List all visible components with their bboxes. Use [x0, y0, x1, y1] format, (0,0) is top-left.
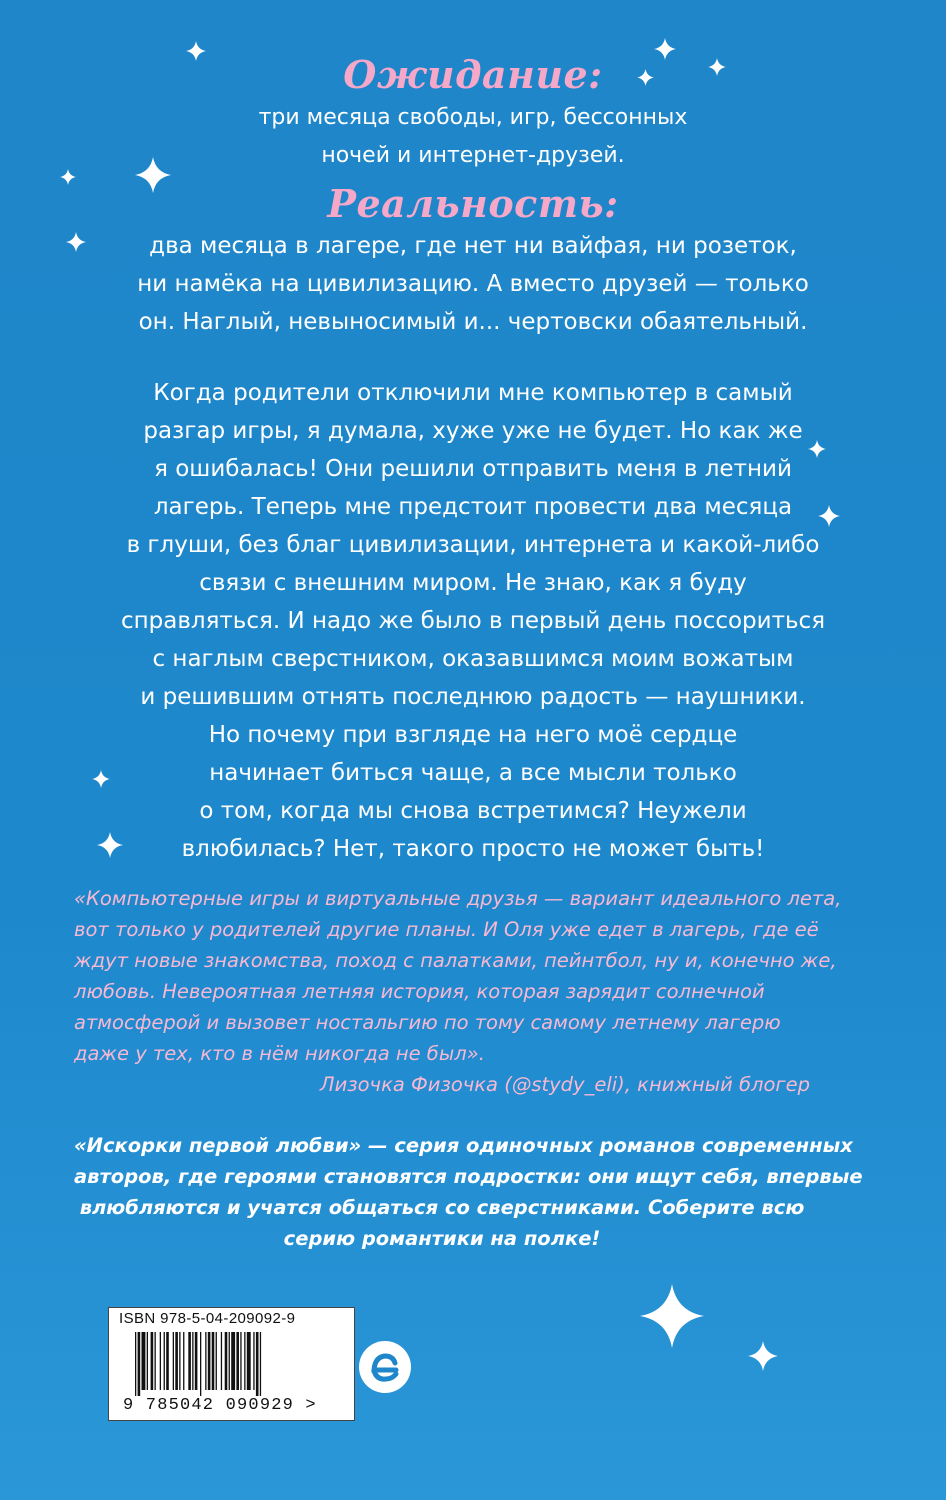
barcode-bar — [147, 1332, 148, 1390]
barcode-bar — [240, 1332, 241, 1390]
series-line: авторов, где героями становятся подростки: они ищут себя, впервые — [74, 1165, 863, 1188]
barcode-bar — [216, 1332, 217, 1390]
barcode-bar — [183, 1332, 184, 1390]
barcode-bar — [236, 1332, 239, 1390]
text-line: Когда родители отключили мне компьютер в самый — [153, 380, 793, 406]
series-line: влюбляются и учатся общаться со сверстниками. Соберите всю — [79, 1196, 805, 1219]
barcode-bar — [247, 1332, 251, 1390]
expectation-heading: Ожидание: — [343, 52, 603, 97]
barcode-bar — [208, 1332, 211, 1390]
barcode-digits: 9 785042 090929 > — [123, 1396, 317, 1415]
text-line: о том, когда мы снова встретимся? Неужели — [199, 798, 747, 824]
barcode-bar — [173, 1332, 174, 1390]
text-line: я ошибалась! Они решили отправить меня в летний — [154, 456, 792, 482]
barcode-bar — [212, 1332, 215, 1390]
expectation-text — [60, 99, 886, 175]
barcode-bar — [175, 1332, 178, 1390]
quote-line: «Компьютерные игры и виртуальные друзья — вариант идеального лета, — [74, 887, 842, 910]
text-line: разгар игры, я думала, хуже уже не будет. Но как же — [143, 418, 803, 444]
barcode-bar — [260, 1332, 261, 1396]
barcode-bar — [164, 1332, 165, 1390]
quote-line: любовь. Невероятная летняя история, которая зарядит солнечной — [74, 980, 765, 1003]
barcode-bar — [166, 1332, 169, 1390]
isbn-number: ISBN 978-5-04-209092-9 — [119, 1310, 296, 1327]
barcode-bar — [192, 1332, 193, 1390]
barcode-bar — [135, 1332, 136, 1396]
text-line: влюбилась? Нет, такого просто не может быть! — [181, 836, 765, 862]
barcode-bar — [253, 1332, 254, 1390]
barcode-bar — [229, 1332, 230, 1390]
barcode-bars — [135, 1332, 341, 1396]
reality-text — [60, 227, 886, 341]
text-line: лагерь. Теперь мне предстоит провести два месяца — [153, 494, 793, 520]
text-line: справляться. И надо же было в первый день поссориться — [120, 608, 826, 634]
quote-line: атмосферой и вызовет ностальгию по тому самому летнему лагерю — [74, 1011, 781, 1034]
review-author: Лизочка Физочка (@stydy_eli), книжный блогер — [319, 1073, 810, 1096]
barcode-bar — [200, 1332, 201, 1396]
text-line: он. Наглый, невыносимый и... чертовски обаятельный. — [138, 309, 808, 335]
text-line: ночей и интернет-друзей. — [321, 143, 625, 168]
barcode-bar — [155, 1332, 156, 1390]
text-line: ни намёка на цивилизацию. А вместо друзей — только — [137, 271, 809, 297]
barcode-bar — [256, 1332, 259, 1396]
barcode-bar — [151, 1332, 154, 1390]
text-line: Но почему при взгляде на него моё сердце — [208, 722, 738, 748]
publisher-logo-icon — [356, 1338, 414, 1396]
text-line: в глуши, без благ цивилизации, интернета и какой-либо — [126, 532, 820, 558]
series-line: серию романтики на полке! — [283, 1227, 601, 1250]
barcode-bar — [195, 1332, 198, 1390]
sparkle-icon — [640, 1284, 704, 1348]
text-line: и решившим отнять последнюю радость — наушники. — [140, 684, 806, 710]
barcode-bar — [221, 1332, 222, 1390]
text-line: два месяца в лагере, где нет ни вайфая, ни розеток, — [149, 233, 797, 259]
text-line: три месяца свободы, игр, бессонных — [258, 105, 688, 130]
barcode-bar — [138, 1332, 141, 1396]
barcode-bar — [160, 1332, 161, 1390]
reality-heading: Реальность: — [327, 181, 619, 226]
barcode-bar — [188, 1332, 191, 1390]
quote-line: вот только у родителей другие планы. И Оля уже едет в лагерь, где её — [74, 918, 819, 941]
text-line: начинает биться чаще, а все мысли только — [209, 760, 737, 786]
barcode-bar — [225, 1332, 228, 1390]
quote-line: ждут новые знакомства, поход с палатками, пейнтбол, ну и, конечно же, — [74, 949, 837, 972]
text-line: с наглым сверстником, оказавшимся моим вожатым — [152, 646, 794, 672]
barcode-bar — [231, 1332, 235, 1390]
barcode-bar — [244, 1332, 245, 1390]
barcode-bar — [142, 1332, 146, 1390]
text-line: связи с внешним миром. Не знаю, как я буду — [199, 570, 747, 596]
review-quote — [74, 883, 842, 1100]
series-description — [74, 1130, 863, 1254]
barcode-bar — [179, 1332, 180, 1390]
isbn-barcode — [108, 1307, 355, 1421]
series-line: «Искорки первой любви» — серия одиночных романов современных — [74, 1134, 853, 1157]
barcode-bar — [205, 1332, 206, 1390]
quote-line: даже у тех, кто в нём никогда не был». — [74, 1042, 485, 1065]
annotation-text — [60, 374, 886, 868]
sparkle-icon — [748, 1341, 778, 1371]
